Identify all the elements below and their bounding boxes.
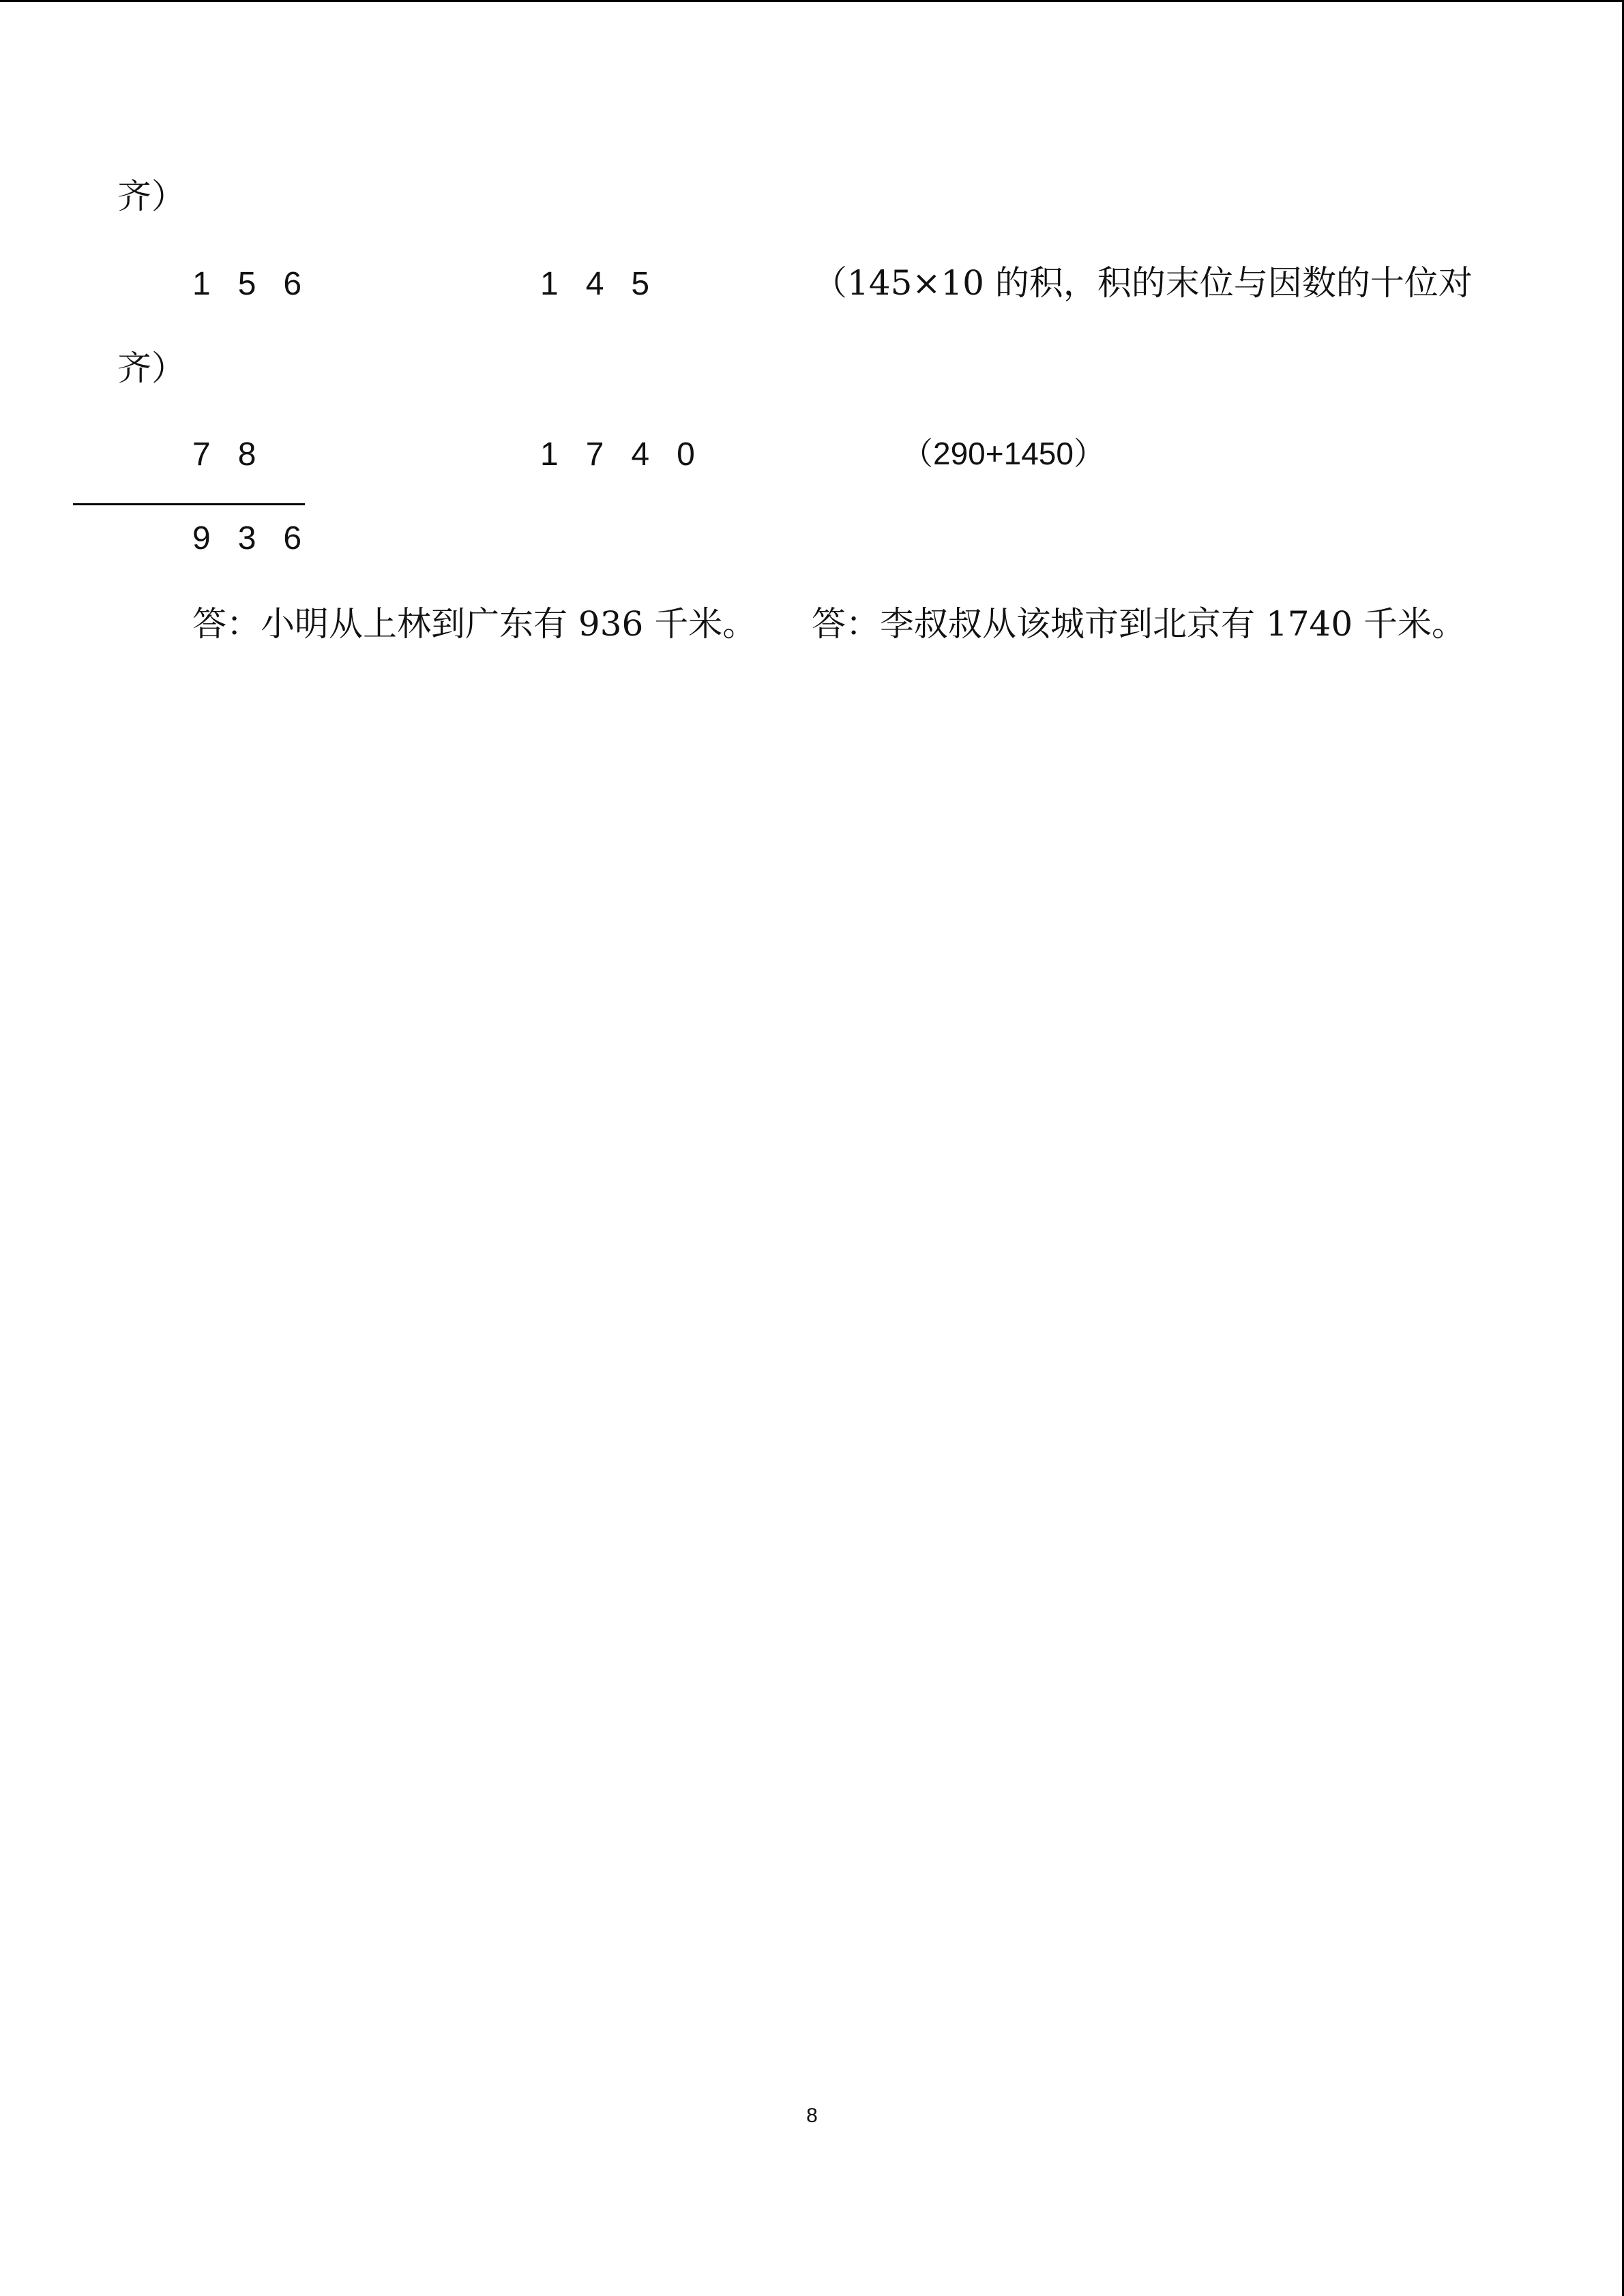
answer-right: 答：李叔叔从该城市到北京有 1740 千米。 [812,604,1466,644]
page-number: 8 [806,2104,818,2127]
continuation-text-1: 齐） [117,177,186,216]
answer-left: 答：小明从上林到广东有 936 千米。 [192,604,757,644]
calc-note-1: （145×10 的积，积的末位与因数的十位对 [813,263,1473,303]
calc-divider-line [73,503,305,505]
calc-note-2: （290+1450） [902,436,1105,471]
vertical-calc-left-row-2: 7 8 [192,436,256,473]
vertical-calc-left-result: 9 3 6 [192,520,302,556]
vertical-calc-right-row-2: 1 7 4 0 [540,436,695,473]
continuation-text-2: 齐） [117,348,186,388]
vertical-calc-left-row-1: 1 5 6 [192,266,302,302]
vertical-calc-right-row-1: 1 4 5 [540,266,650,302]
